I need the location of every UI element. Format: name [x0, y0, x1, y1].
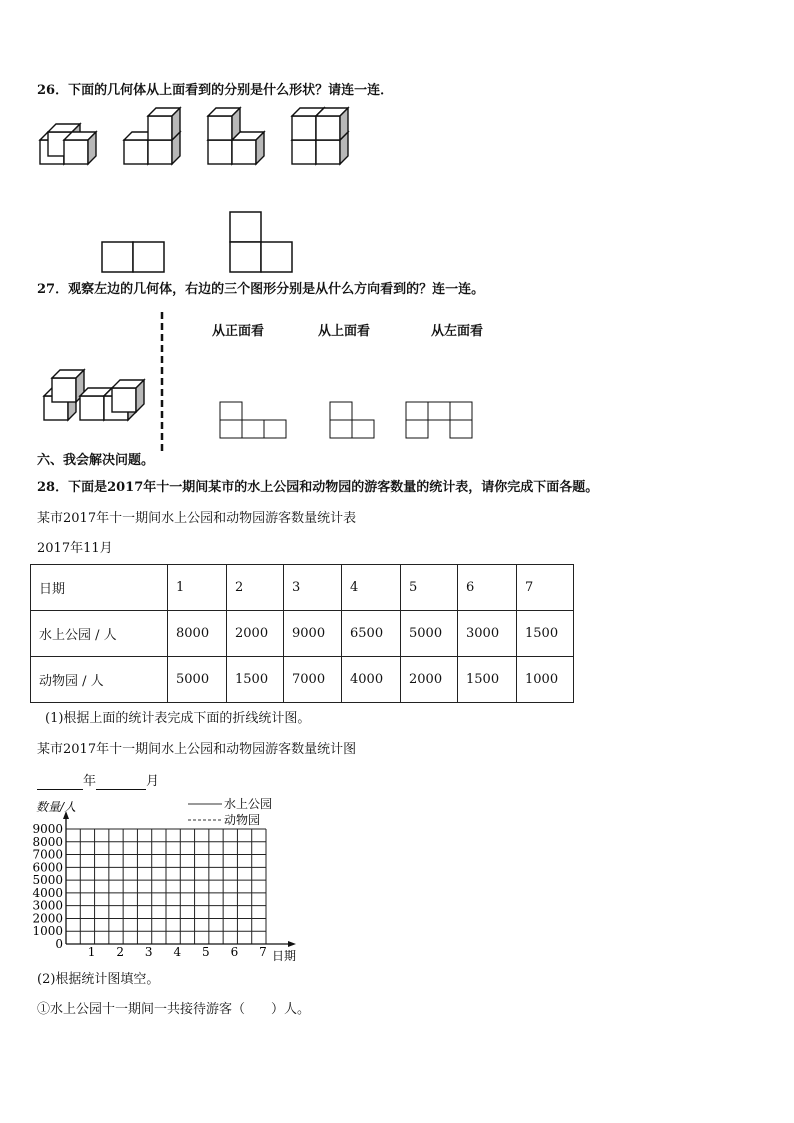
y-tick-label: 9000 [32, 822, 63, 836]
table-cell: 1500 [517, 611, 574, 657]
table-cell: 动物园 / 人 [31, 657, 168, 703]
y-axis-label: 数量/人 [36, 800, 77, 814]
legend-label: 水上公园 [224, 797, 273, 811]
solid-c [208, 108, 264, 164]
part1-text: (1)根据上面的统计表完成下面的折线统计图。 [45, 711, 311, 726]
y-tick-label: 3000 [32, 898, 63, 913]
y-tick-label: 0 [55, 937, 63, 951]
y-tick-label: 2000 [32, 911, 63, 926]
table-cell: 2000 [401, 657, 458, 703]
view-shape-2 [330, 402, 374, 438]
table-cell: 日期 [31, 565, 168, 611]
label-top-view: 从上面看 [318, 324, 371, 339]
label-front-view: 从正面看 [212, 324, 265, 339]
q26-text: 26．下面的几何体从上面看到的分别是什么形状？请连一连． [37, 83, 394, 98]
chart-title: 某市2017年十一期间水上公园和动物园游客数量统计图 [37, 742, 357, 757]
table-date: 2017年11月 [37, 541, 113, 556]
x-tick-label: 1 [87, 945, 96, 959]
table-cell: 6 [458, 565, 517, 611]
q27-solid [44, 370, 144, 420]
table-cell: 1500 [458, 657, 517, 703]
month-label: 月 [146, 774, 160, 789]
x-tick-label: 7 [259, 945, 267, 959]
table-cell: 1 [168, 565, 227, 611]
legend-label: 动物园 [224, 813, 261, 827]
table-cell: 6500 [342, 611, 401, 657]
solid-d [292, 108, 348, 164]
line-chart [32, 796, 296, 963]
x-axis-arrow [288, 941, 296, 947]
year-label: 年 [83, 774, 97, 789]
top-view-2 [230, 212, 292, 272]
table-cell: 2000 [227, 611, 284, 657]
table-cell: 5000 [401, 611, 458, 657]
view-shape-1 [220, 402, 286, 438]
q28-text: 28．下面是2017年十一期间某市的水上公园和动物园的游客数量的统计表，请你完成下面各题。 [37, 480, 599, 495]
table-cell: 2 [227, 565, 284, 611]
top-view-1 [102, 242, 164, 272]
x-tick-label: 4 [173, 945, 182, 959]
table-title: 某市2017年十一期间水上公园和动物园游客数量统计表 [37, 511, 357, 526]
table-cell: 8000 [168, 611, 227, 657]
x-tick-label: 5 [202, 945, 210, 959]
table-cell: 1000 [517, 657, 574, 703]
table-cell: 7000 [284, 657, 342, 703]
solid-b [124, 108, 180, 164]
table-cell: 1500 [227, 657, 284, 703]
y-tick-label: 1000 [32, 924, 63, 939]
y-tick-label: 5000 [32, 873, 63, 888]
table-cell: 5 [401, 565, 458, 611]
x-tick-label: 2 [116, 945, 124, 959]
table-cell: 9000 [284, 611, 342, 657]
x-tick-label: 3 [144, 945, 153, 959]
x-axis-label: 日期 [272, 949, 297, 963]
table-cell: 3000 [458, 611, 517, 657]
table-cell: 4000 [342, 657, 401, 703]
part2-text: (2)根据统计图填空。 [37, 972, 160, 987]
table-cell: 4 [342, 565, 401, 611]
table-cell: 水上公园 / 人 [31, 611, 168, 657]
y-tick-label: 6000 [32, 860, 63, 875]
label-left-view: 从左面看 [431, 324, 484, 339]
y-tick-label: 4000 [32, 885, 63, 900]
table-cell: 7 [517, 565, 574, 611]
section-title: 六、我会解决问题。 [37, 453, 155, 468]
table-cell: 3 [284, 565, 342, 611]
solid-a [40, 124, 96, 164]
y-tick-label: 7000 [32, 847, 63, 862]
y-tick-label: 8000 [32, 834, 63, 849]
x-tick-label: 6 [230, 945, 239, 959]
q1-text: ①水上公园十一期间一共接待游客（ ）人。 [37, 1002, 311, 1017]
q27-text: 27．观察左边的几何体，右边的三个图形分别是从什么方向看到的？连一连。 [37, 282, 485, 297]
view-shape-3 [406, 402, 472, 438]
table-cell: 5000 [168, 657, 227, 703]
